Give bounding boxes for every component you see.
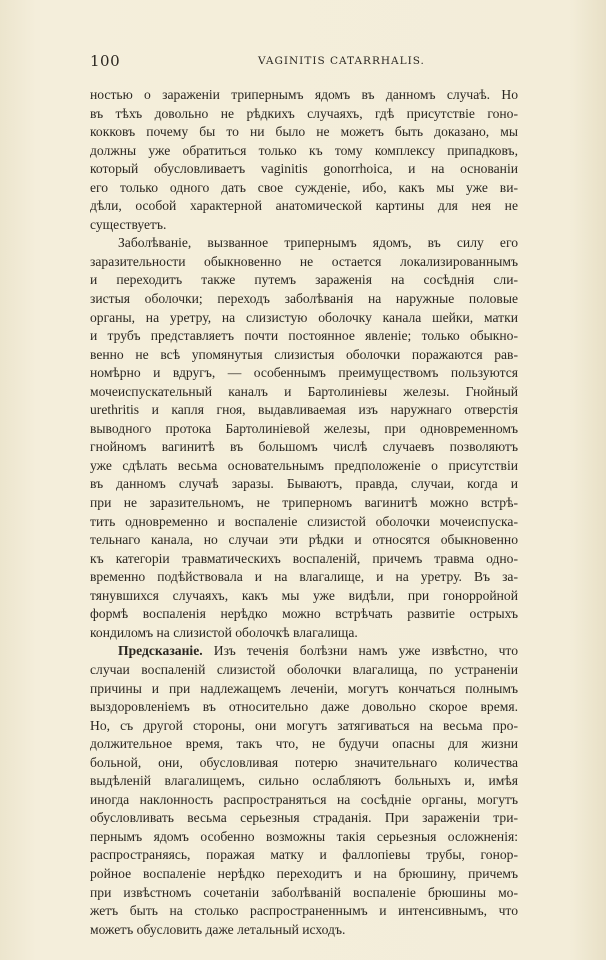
text-line: гнойномъ вагинитѣ въ большомъ числѣ случаевъ позволяютъ <box>90 439 518 455</box>
text-line: распространяясь, поражая матку и фаллопіевы трубы, гонор- <box>90 847 518 863</box>
text-line: можетъ обусловить даже летальный исходъ. <box>90 921 346 937</box>
paragraph-2 <box>90 234 518 642</box>
page-number: 100 <box>90 52 121 70</box>
text-line: тянувшихся случаяхъ, какъ мы уже видѣли, при гонорройной <box>90 587 518 603</box>
text-line: должны уже обратиться только къ тому комплексу припадковъ, <box>90 142 518 158</box>
text-line: ройное воспаленіе нерѣдко переходитъ и на брюшину, причемъ <box>90 865 518 881</box>
text-line: въ тѣхъ довольно не рѣдкихъ случаяхъ, гдѣ присутствіе гоно- <box>90 105 518 121</box>
text-line: формѣ воспаленія нерѣдко можно встрѣчать развитіе острыхъ <box>90 606 518 622</box>
text-line: мочеиспускательный каналъ и Бартолиніевы железы. Гнойный <box>90 383 518 399</box>
text-line: обусловливать весьма серьезныя страданія. При зараженіи три- <box>90 810 518 826</box>
text-line: дѣли, особой характерной анатомической картины для нея не <box>90 198 518 214</box>
text-line: выводного протока Бартолиніевой железы, при одновременномъ <box>90 420 518 436</box>
text-line: при извѣстномъ сочетаніи заболѣваній воспаленіе брюшины мо- <box>90 884 518 900</box>
text-line: тельнаго канала, но случаи эти рѣдки и относятся обыкновенно <box>90 532 518 548</box>
section-heading: Предсказаніе. <box>118 643 203 659</box>
text-line: больной, они, обусловливая потерю значительнаго количества <box>90 754 518 770</box>
text-line: номѣрно и вдругъ, — особеннымъ преимуществомъ пользуются <box>90 365 518 381</box>
text-line: который обусловливаетъ vaginitis gonorrhoica, и на основаніи <box>90 161 518 177</box>
text-line: заразительности обыкновенно не остается локализированнымъ <box>90 253 518 269</box>
text-line: Заболѣваніе, вызванное трипернымъ ядомъ, въ силу его <box>118 235 518 251</box>
text-line: urethritis и капля гноя, выдавливаемая изъ наружнаго отверстія <box>90 402 518 418</box>
text-line: тить одновременно и воспаленіе слизистой оболочки мочеиспуска- <box>90 513 518 529</box>
text-line: Но, съ другой стороны, они могутъ затягиваться на весьма про- <box>90 717 518 733</box>
body-text <box>90 86 518 939</box>
text-line: при не заразительномъ, не триперномъ вагинитѣ можно встрѣ- <box>90 495 518 511</box>
running-title: VAGINITIS CATARRHALIS. <box>258 55 425 67</box>
page-header <box>90 52 520 72</box>
text-line: выдѣленій влагалищемъ, сильно ослабляютъ больныхъ и, имѣя <box>90 773 518 789</box>
text-line: его только одного дать свое сужденіе, ибо, какъ мы уже ви- <box>90 179 518 195</box>
text-line: венно не всѣ упомянутыя слизистыя оболочки поражаются рав- <box>90 346 518 362</box>
text-line: уже сдѣлать весьма основательнымъ предположеніе о присутствіи <box>90 457 518 473</box>
text-line: кондиломъ на слизистой оболочкѣ влагалища. <box>90 624 358 640</box>
paragraph-1 <box>90 86 518 234</box>
text-line: въ данномъ случаѣ заразы. Бываютъ, правда, случаи, когда и <box>90 476 518 492</box>
text-line: иногда наклонность распространяться на сосѣдніе органы, могутъ <box>90 791 518 807</box>
paragraph-3 <box>90 642 518 939</box>
text-line: причины и при надлежащемъ леченіи, могутъ кончаться полнымъ <box>90 680 518 696</box>
text-line: пернымъ ядомъ особенно возможны такія серьезныя осложненія: <box>90 828 518 844</box>
text-line: и трубъ представляетъ почти постоянное явленіе; только обыкно- <box>90 328 518 344</box>
text-line: существуетъ. <box>90 216 167 232</box>
text-line: зистыя оболочки; переходъ заболѣванія на наружные половые <box>90 291 518 307</box>
text-line: ностью о зараженіи трипернымъ ядомъ въ данномъ случаѣ. Но <box>90 87 518 102</box>
text-line: органы, на уретру, на слизистую оболочку канала шейки, матки <box>90 309 518 325</box>
text-line: и переходитъ также путемъ зараженія на сосѣднія сли- <box>90 272 518 288</box>
text-line <box>90 642 518 661</box>
text-line: жетъ быть на столько распространеннымъ и интенсивнымъ, что <box>90 903 518 919</box>
text-line: кокковъ почему бы то ни было не можетъ быть доказано, мы <box>90 124 518 140</box>
text-fragment: Изъ теченія болѣзни намъ уже извѣстно, что <box>213 643 518 659</box>
text-line: должительное время, такъ что, не будучи опасны для жизни <box>90 736 518 752</box>
text-line: временно подѣйствовала и на влагалище, и на уретру. Въ за- <box>90 569 518 585</box>
text-line: выздоровленіемъ въ относительно даже довольно скорое время. <box>90 699 518 715</box>
text-line: къ категоріи травматическихъ воспаленій, причемъ травма одно- <box>90 550 518 566</box>
text-line: случаи воспаленій слизистой оболочки влагалища, по устраненіи <box>90 661 518 677</box>
